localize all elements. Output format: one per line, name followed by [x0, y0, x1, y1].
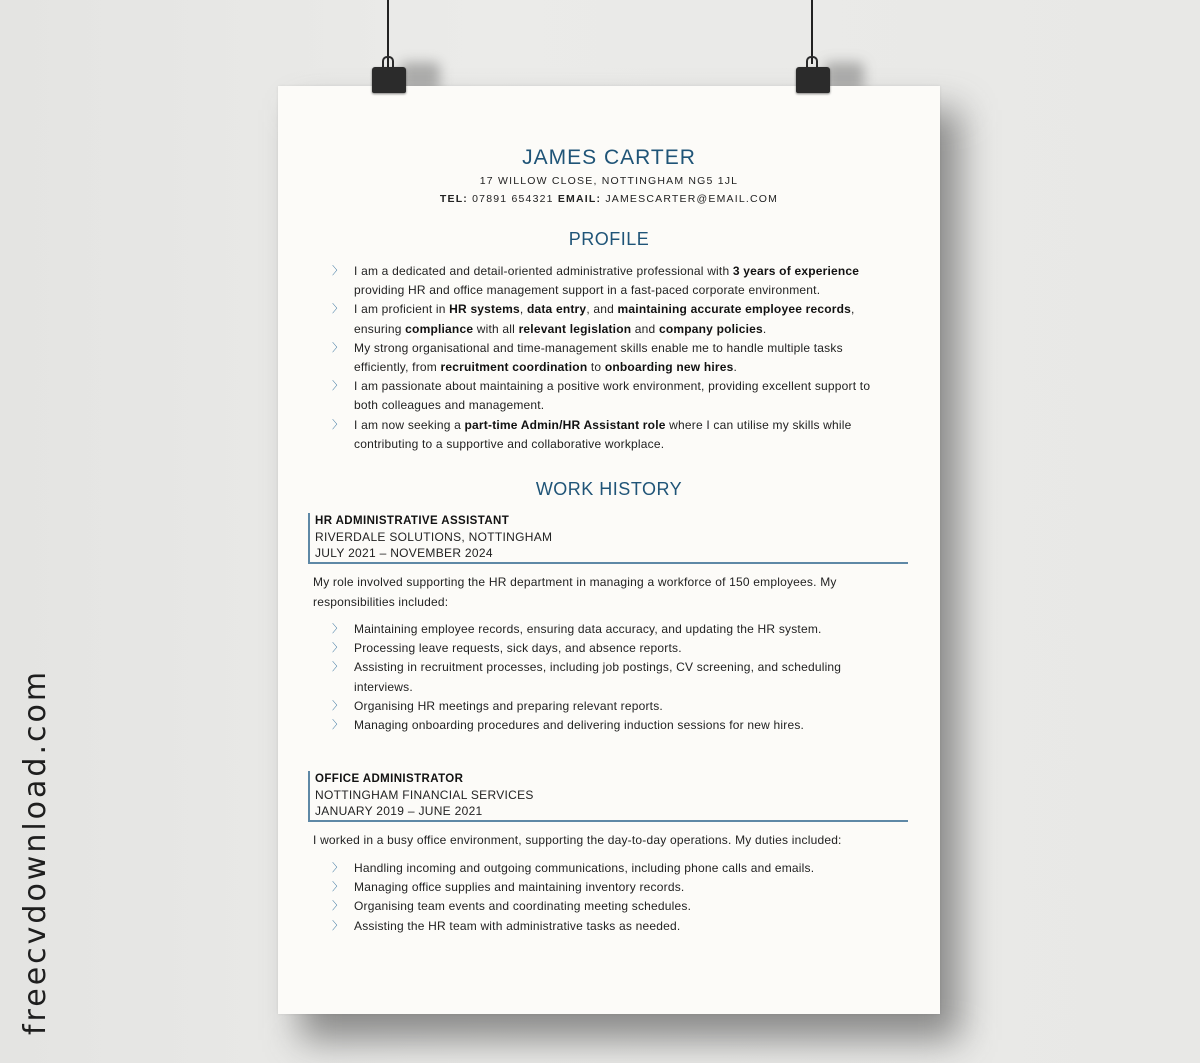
- section-title-work-history: WORK HISTORY: [535, 479, 683, 499]
- duty-item: 〉 Organising team events and coordinating meeting schedules.: [332, 897, 892, 916]
- tel-label: TEL:: [439, 193, 469, 205]
- profile-item: 〉 I am a dedicated and detail-oriented administrative professional with 3 years of experience providing HR and office management support in a fast-paced corporate environment.: [332, 264, 860, 298]
- duty-item: 〉 Processing leave requests, sick days, and absence reports.: [332, 639, 892, 658]
- chevron-right-icon: 〉: [332, 900, 344, 913]
- cv-page: [278, 86, 940, 1014]
- section-title-profile: PROFILE: [568, 229, 650, 249]
- duty-item: 〉 Maintaining employee records, ensuring data accuracy, and updating the HR system.: [332, 620, 892, 639]
- job-company: RIVERDALE SOLUTIONS, NOTTINGHAM: [315, 530, 553, 544]
- hanging-string-right: [811, 0, 813, 64]
- chevron-right-icon: 〉: [332, 303, 344, 316]
- email-label: EMAIL:: [557, 193, 602, 205]
- job-title: HR ADMINISTRATIVE ASSISTANT: [315, 515, 510, 527]
- contact-line: [278, 193, 940, 205]
- chevron-right-icon: 〉: [332, 699, 344, 712]
- job-description: My role involved supporting the HR department in managing a workforce of 150 employees. My responsibilities included:: [313, 575, 837, 609]
- profile-item: 〉 My strong organisational and time-management skills enable me to handle multiple tasks efficiently, from recruitment coordination to onboarding new hires.: [332, 340, 843, 375]
- duty-item: 〉 Assisting in recruitment processes, including job postings, CV screening, and scheduling interviews.: [332, 660, 842, 694]
- tel-value: 07891 654321: [472, 193, 554, 205]
- chevron-right-icon: 〉: [332, 862, 344, 874]
- job-company: NOTTINGHAM FINANCIAL SERVICES: [315, 788, 534, 802]
- duty-item: 〉 Organising HR meetings and preparing relevant reports.: [332, 697, 892, 716]
- job-title: OFFICE ADMINISTRATOR: [315, 773, 464, 785]
- chevron-right-icon: 〉: [332, 623, 344, 635]
- duty-item: 〉 Managing onboarding procedures and delivering induction sessions for new hires.: [332, 716, 892, 735]
- binder-clip-right: [796, 67, 830, 93]
- address: 17 WILLOW CLOSE, NOTTINGHAM NG5 1JL: [479, 175, 739, 187]
- job-duties-list: [332, 859, 892, 936]
- duty-item: 〉 Assisting the HR team with administrative tasks as needed.: [332, 917, 892, 936]
- profile-item: 〉 I am passionate about maintaining a positive work environment, providing excellent support to both colleagues and management.: [332, 379, 871, 413]
- email-value: JAMESCARTER@EMAIL.COM: [605, 193, 779, 205]
- chevron-right-icon: 〉: [332, 661, 344, 674]
- candidate-name: JAMES CARTER: [522, 146, 696, 169]
- job-dates: JANUARY 2019 – JUNE 2021: [315, 804, 483, 818]
- binder-clip-left: [372, 67, 406, 93]
- profile-item: 〉 I am proficient in HR systems, data entry, and maintaining accurate employee records, ensuring compliance with all relevant legislation and company policies.: [332, 302, 855, 336]
- profile-list: [332, 262, 892, 454]
- job-duties-list: [332, 620, 892, 735]
- job-header: [308, 513, 908, 564]
- job-description: I worked in a busy office environment, supporting the day-to-day operations. My duties included:: [313, 833, 842, 847]
- chevron-right-icon: 〉: [332, 919, 344, 932]
- job-header: [308, 771, 908, 822]
- profile-item: 〉 I am now seeking a part-time Admin/HR Assistant role where I can utilise my skills while contributing to a supportive and collaborative workplace.: [332, 417, 852, 451]
- chevron-right-icon: 〉: [332, 341, 344, 354]
- chevron-right-icon: 〉: [332, 265, 344, 277]
- watermark-text: freecvdownload.com: [18, 668, 53, 1035]
- chevron-right-icon: 〉: [332, 719, 344, 732]
- duty-item: 〉 Handling incoming and outgoing communications, including phone calls and emails.: [332, 859, 892, 878]
- chevron-right-icon: 〉: [332, 380, 344, 393]
- duty-item: 〉 Managing office supplies and maintaining inventory records.: [332, 878, 892, 897]
- chevron-right-icon: 〉: [332, 881, 344, 894]
- job-dates: JULY 2021 – NOVEMBER 2024: [315, 546, 493, 560]
- chevron-right-icon: 〉: [332, 418, 344, 431]
- chevron-right-icon: 〉: [332, 642, 344, 655]
